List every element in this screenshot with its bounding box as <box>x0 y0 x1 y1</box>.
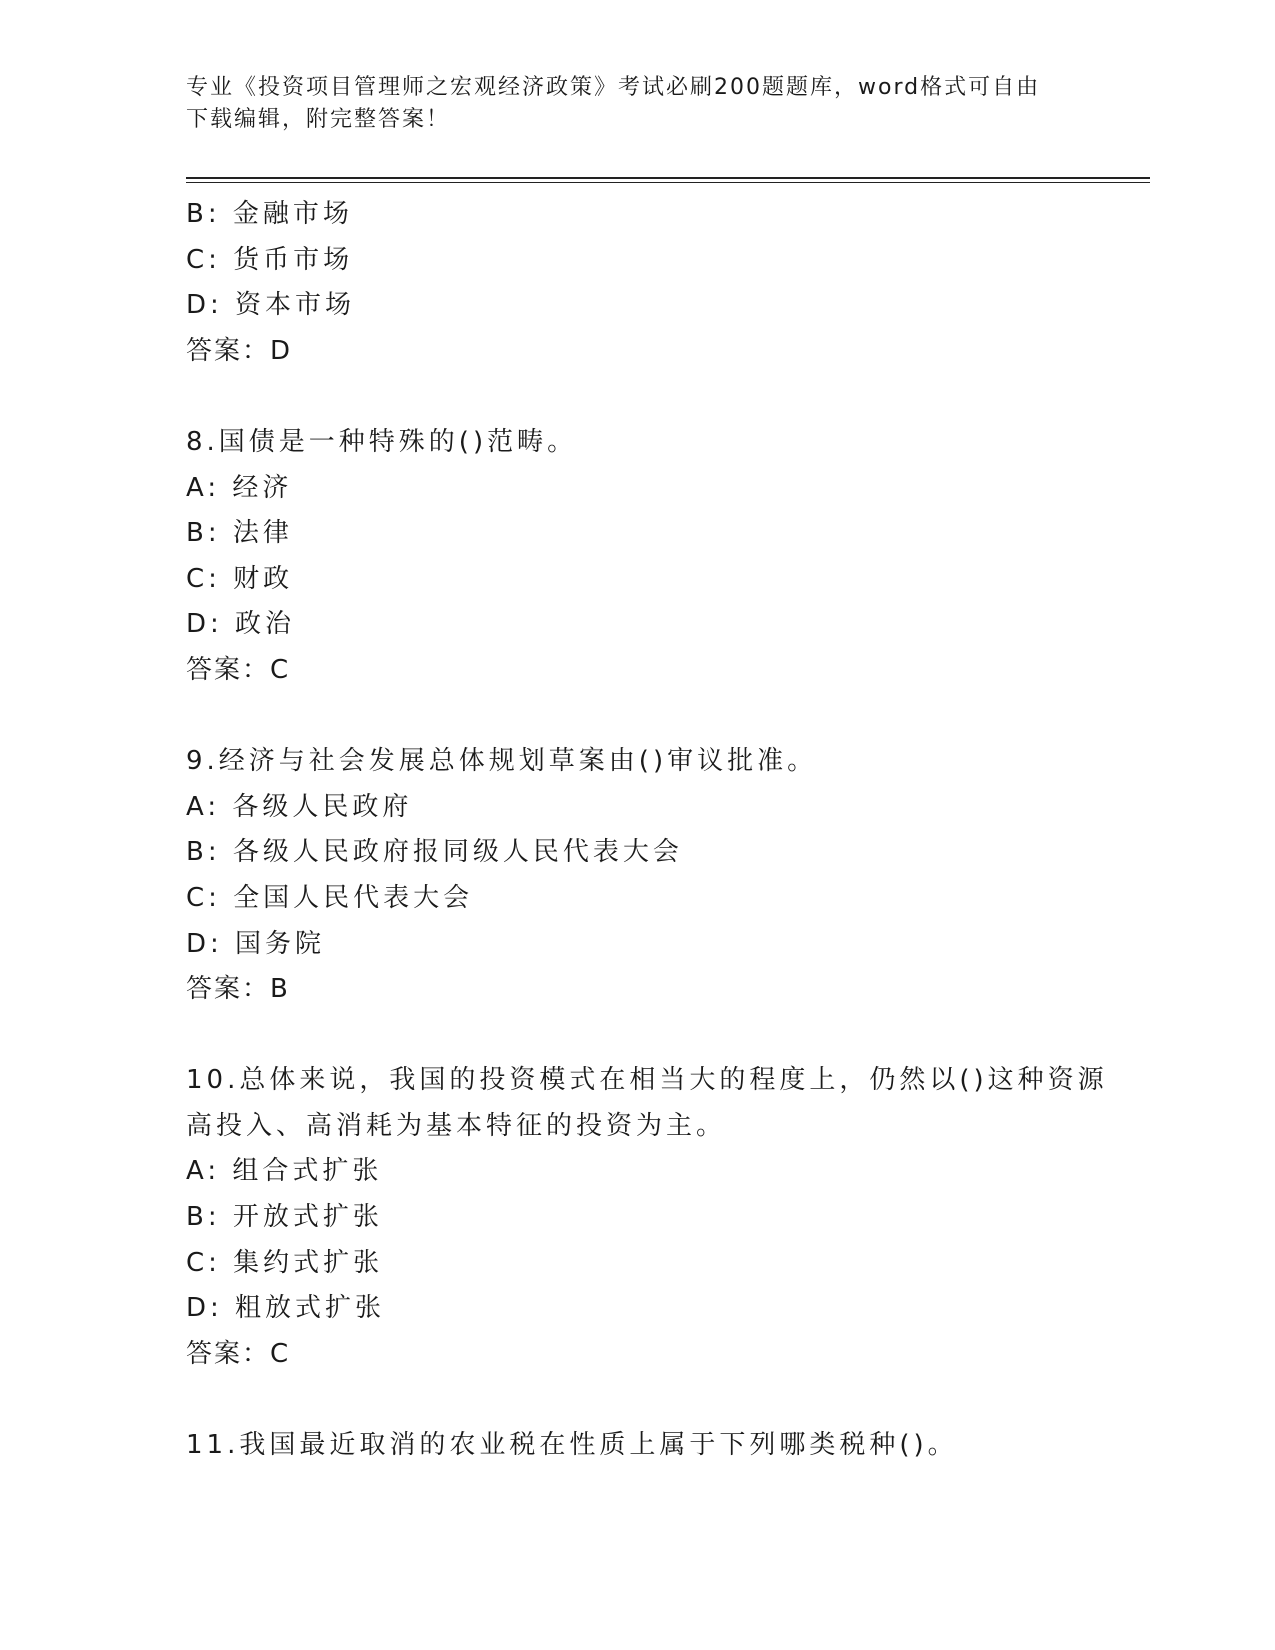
option-a: A: 组合式扩张 <box>186 1156 383 1187</box>
header-line-1: 专业《投资项目管理师之宏观经济政策》考试必刷200题题库，word格式可自由 <box>186 75 1041 100</box>
question-text: 11.我国最近取消的农业税在性质上属于下列哪类税种()。 <box>186 1430 958 1461</box>
question-block-11 <box>186 1423 1146 1469</box>
header-line-2: 下载编辑，附完整答案！ <box>186 107 451 132</box>
question-text: 9.经济与社会发展总体规划草案由()审议批准。 <box>186 746 818 777</box>
answer-line: 答案：D <box>186 335 293 366</box>
option-d: D: 粗放式扩张 <box>186 1293 386 1324</box>
option-d: D: 国务院 <box>186 928 326 959</box>
option-b: B: 法律 <box>186 518 293 549</box>
question-block-7 <box>186 192 1146 374</box>
option-c: C: 货币市场 <box>186 244 354 275</box>
option-d: D: 资本市场 <box>186 290 356 321</box>
option-d: D: 政治 <box>186 609 296 640</box>
question-text-line-1: 10.总体来说，我国的投资模式在相当大的程度上，仍然以()这种资源 <box>186 1065 1108 1096</box>
spacer <box>186 1377 1146 1423</box>
spacer <box>186 374 1146 420</box>
answer-line: 答案：B <box>186 974 290 1005</box>
spacer <box>186 1013 1146 1059</box>
option-c: C: 财政 <box>186 563 294 594</box>
question-text: 8.国债是一种特殊的()范畴。 <box>186 426 578 457</box>
question-block-8 <box>186 420 1146 694</box>
document-header <box>186 72 1066 136</box>
option-c: C: 全国人民代表大会 <box>186 882 474 913</box>
answer-line: 答案：C <box>186 1338 291 1369</box>
question-text-line-2: 高投入、高消耗为基本特征的投资为主。 <box>186 1110 727 1141</box>
option-c: C: 集约式扩张 <box>186 1247 384 1278</box>
option-a: A: 各级人民政府 <box>186 791 413 822</box>
option-b: B: 各级人民政府报同级人民代表大会 <box>186 837 683 868</box>
header-divider-thick <box>186 177 1150 179</box>
header-divider-thin <box>186 182 1150 183</box>
option-b: B: 金融市场 <box>186 199 353 229</box>
answer-line: 答案：C <box>186 654 291 685</box>
question-block-10 <box>186 1058 1146 1377</box>
option-a: A: 经济 <box>186 472 293 503</box>
option-b: B: 开放式扩张 <box>186 1202 383 1233</box>
question-list <box>186 192 1146 1469</box>
spacer <box>186 694 1146 740</box>
question-block-9 <box>186 739 1146 1013</box>
